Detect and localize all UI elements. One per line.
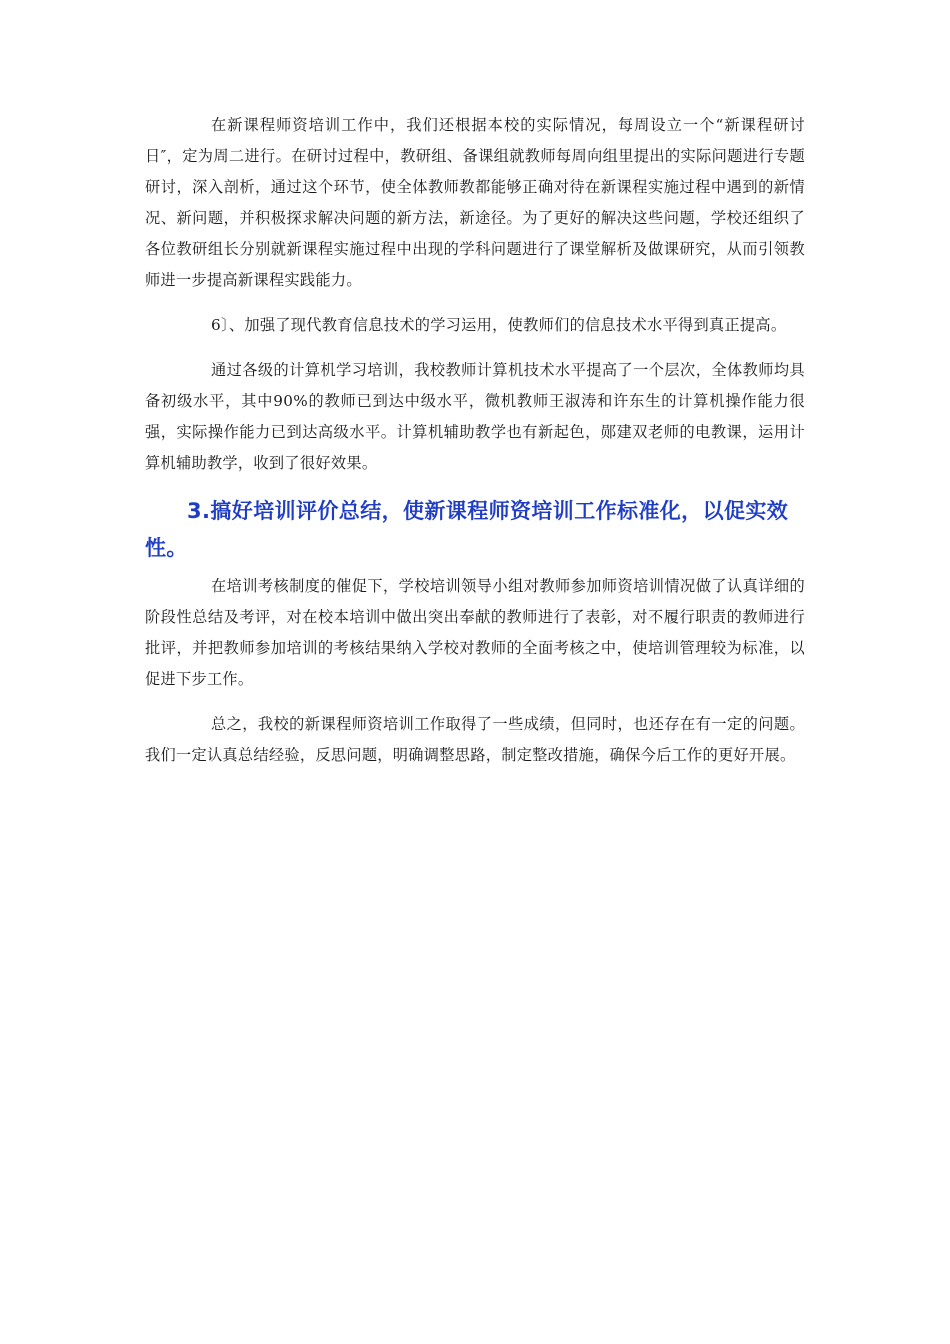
paragraph-assessment: 在培训考核制度的催促下，学校培训领导小组对教师参加师资培训情况做了认真详细的阶段性总结及考评，对在校本培训中做出突出奉献的教师进行了表彰，对不履行职责的教师进行批评，并把教师参加培训的考核结果纳入学校对教师的全面考核之中，使培训管理较为标准，以促进下步工作。	[145, 577, 805, 688]
paragraph-research-day: 在新课程师资培训工作中，我们还根据本校的实际情况，每周设立一个“新课程研讨日″，定为周二进行。在研讨过程中，教研组、备课组就教师每周向组里提出的实际问题进行专题研讨，深入剖析，通过这个环节，使全体教师教都能够正确对待在新课程实施过程中遇到的新情况、新问题，并积极探求解决问题的新方法，新途径。为了更好的解决这些问题，学校还组织了各位教研组长分别就新课程实施过程中出现的学科问题进行了课堂解析及做课研究，从而引领教师进一步提高新课程实践能力。	[145, 116, 805, 289]
paragraph-conclusion: 总之，我校的新课程师资培训工作取得了一些成绩，但同时，也还存在有一定的问题。我们一定认真总结经验，反思问题，明确调整思路，制定整改措施，确保今后工作的更好开展。	[145, 715, 805, 764]
document-page	[145, 110, 805, 771]
paragraph-computer-training: 通过各级的计算机学习培训，我校教师计算机技术水平提高了一个层次，全体教师均具备初级水平，其中90%的教师已到达中级水平，微机教师王淑涛和许东生的计算机操作能力很强，实际操作能力已到达高级水平。计算机辅助教学也有新起色，郧建双老师的电教课，运用计算机辅助教学，收到了很好效果。	[145, 361, 805, 472]
section-heading-evaluation: 3.搞好培训评价总结，使新课程师资培训工作标准化，以促实效性。	[145, 499, 789, 560]
paragraph-it-training: 6〕、加强了现代教育信息技术的学习运用，使教师们的信息技术水平得到真正提高。	[211, 316, 787, 334]
